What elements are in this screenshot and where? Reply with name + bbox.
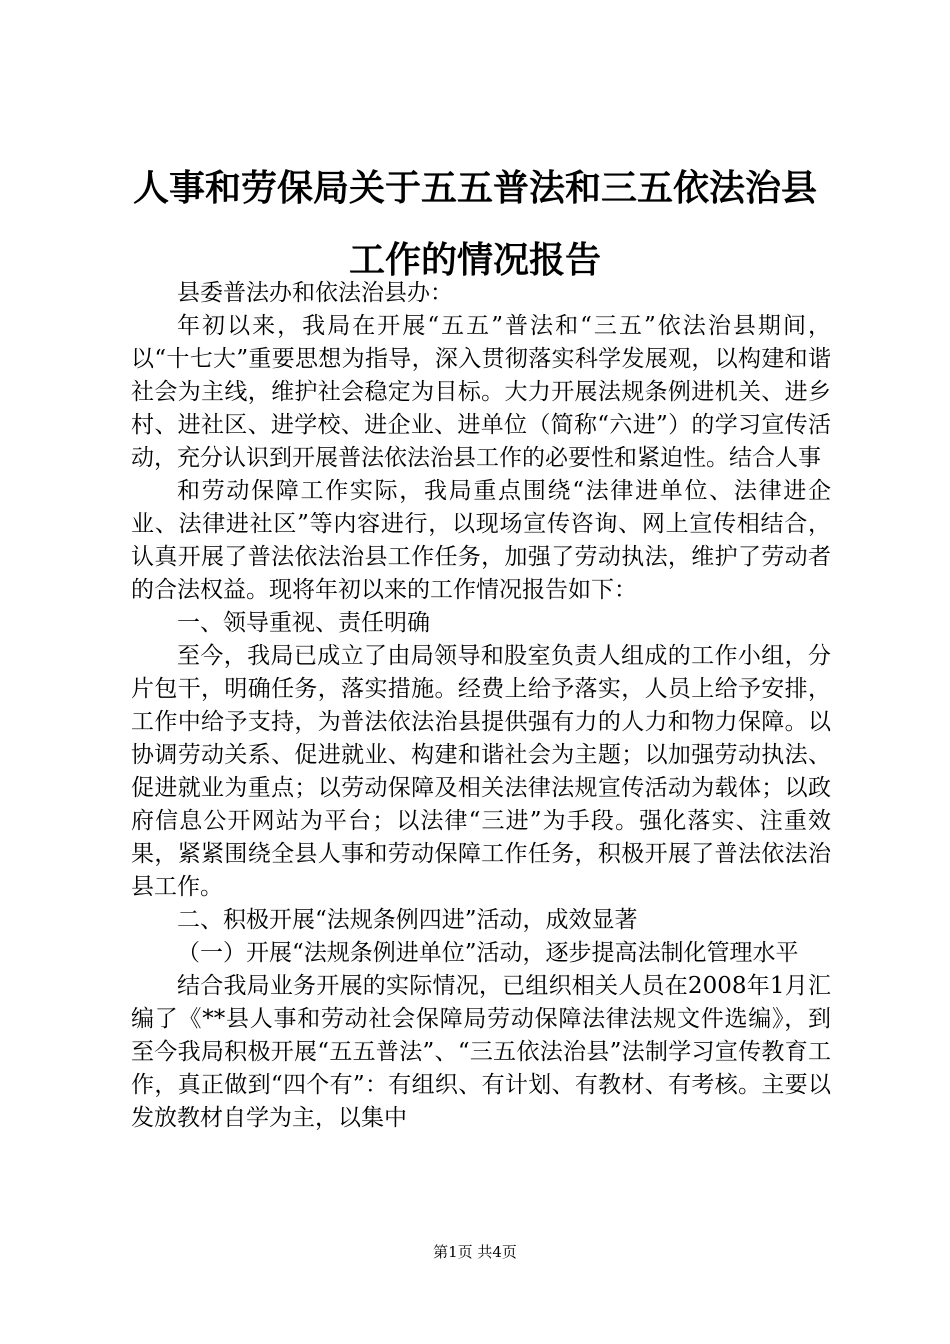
document-body [131,277,831,1135]
section-heading-2: 二、积极开展“法规条例四进”活动，成效显著 [177,907,638,933]
paragraph-work-summary: 和劳动保障工作实际，我局重点围绕“法律进单位、法律进企业、法律进社区”等内容进行，以现场宣传咨询、网上宣传相结合，认真开展了普法依法治县工作任务，加强了劳动执法，维护了劳动者的合法权益。现将年初以来的工作情况报告如下： [131,478,831,603]
paragraph-leadership: 至今，我局已成立了由局领导和股室负责人组成的工作小组，分片包干，明确任务，落实措施。经费上给予落实，人员上给予安排，工作中给予支持，为普法依法治县提供强有力的人力和物力保障。以协调劳动关系、促进就业、构建和谐社会为主题；以加强劳动执法、促进就业为重点；以劳动保障及相关法律法规宣传活动为载体；以政府信息公开网站为平台；以法律“三进”为手段。强化落实、注重效果，紧紧围绕全县人事和劳动保障工作任务，积极开展了普法依法治县工作。 [131,643,831,900]
subsection-heading-1: （一）开展“法规条例进单位”活动，逐步提高法制化管理水平 [177,940,799,966]
paragraph-compilation: 结合我局业务开展的实际情况，已组织相关人员在2008年1月汇编了《**县人事和劳动社会保障局劳动保障法律法规文件选编》，到至今我局积极开展“五五普法”、“三五依法治县”法制学习宣传教育工作，真正做到“四个有”：有组织、有计划、有教材、有考核。主要以发放教材自学为主，以集中 [131,973,831,1131]
section-heading-1: 一、领导重视、责任明确 [177,610,430,636]
salutation: 县委普法办和依法治县办： [177,280,453,306]
paragraph-intro: 年初以来，我局在开展“五五”普法和“三五”依法治县期间，以“十七大”重要思想为指导，深入贯彻落实科学发展观，以构建和谐社会为主线，维护社会稳定为目标。大力开展法规条例进机关、进乡村、进社区、进学校、进企业、进单位（简称“六进”）的学习宣传活动，充分认识到开展普法依法治县工作的必要性和紧迫性。结合人事 [131,313,831,471]
page-footer: 第1页 共4页 [433,1243,517,1261]
document-title: 人事和劳保局关于五五普法和三五依法治县工作的情况报告 [132,167,817,281]
